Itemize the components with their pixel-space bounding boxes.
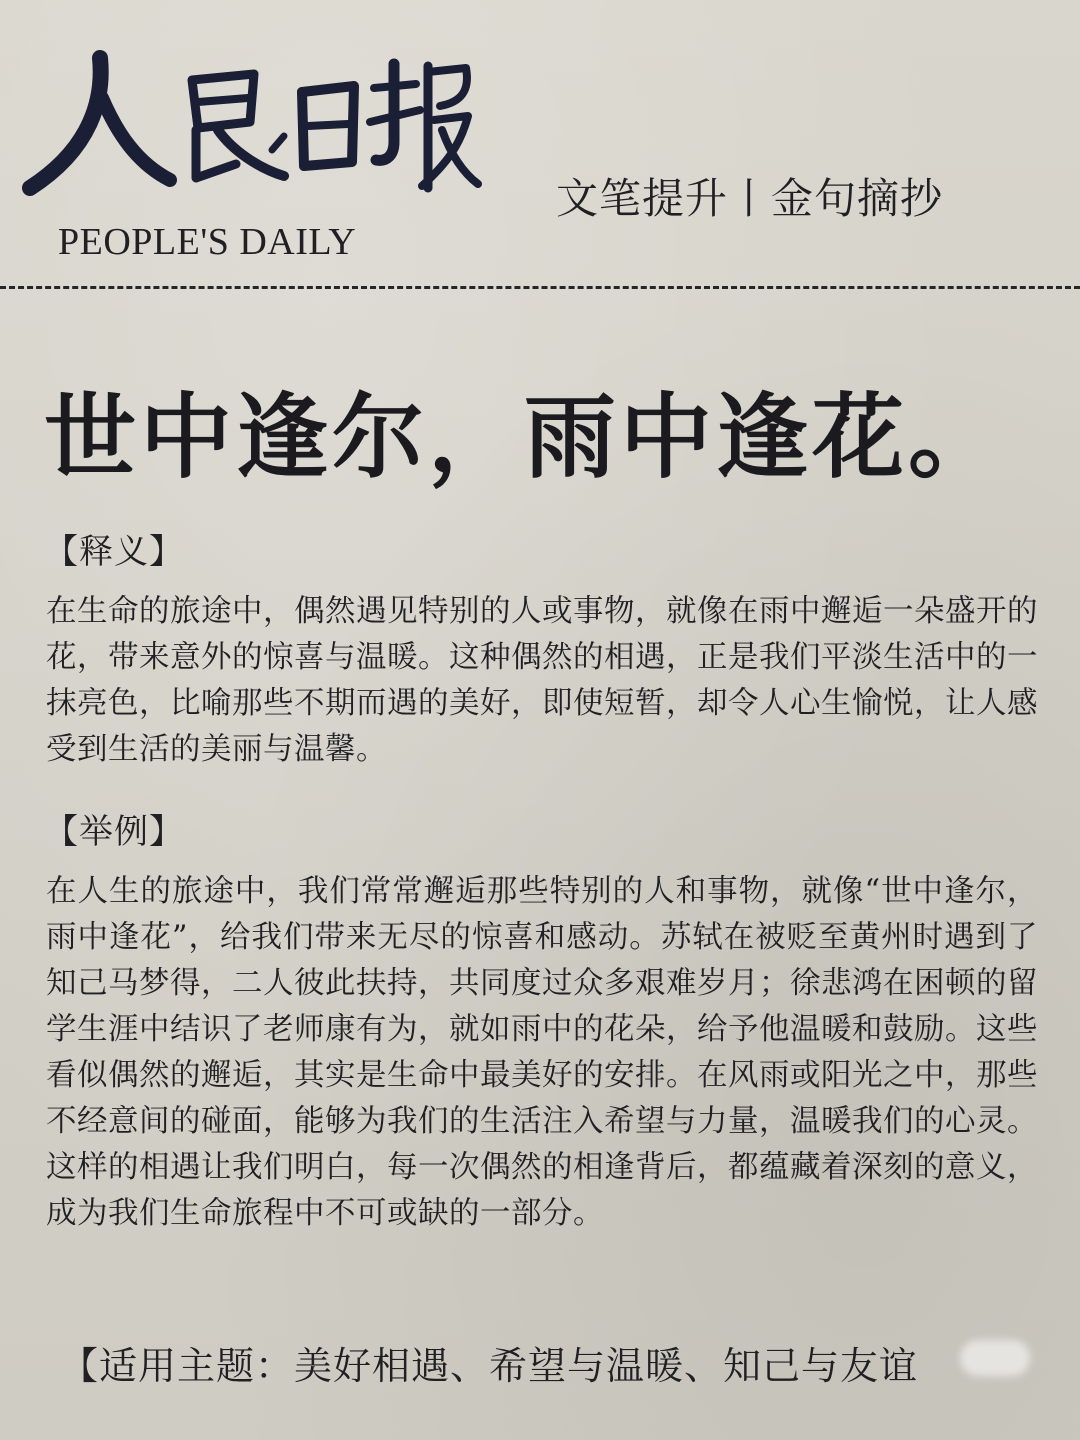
headline: 世中逢尔，雨中逢花。 [44,383,1005,491]
meaning-paragraph: 在生命的旅途中，偶然遇见特别的人或事物，就像在雨中邂逅一朵盛开的花，带来意外的惊喜与温暖。这种偶然的相遇，正是我们平淡生活中的一抹亮色，比喻那些不期而遇的美好，即使短暂，却令人心生愉悦，让人感受到生活的美丽与温馨。 [46,594,1038,767]
dashed-divider [0,286,1080,289]
peoples-daily-calligraphy-logo [22,38,482,198]
example-paragraph: 在人生的旅途中，我们常常邂逅那些特别的人和事物，就像“世中逢尔，雨中逢花”，给我们带来无尽的惊喜和感动。苏轼在被贬至黄州时遇到了知己马梦得，二人彼此扶持，共同度过众多艰难岁月；徐悲鸿在困顿的留学生涯中结识了老师康有为，就如雨中的花朵，给予他温暖和鼓励。这些看似偶然的邂逅，其实是生命中最美好的安排。在风雨或阳光之中，那些不经意间的碰面，能够为我们的生活注入希望与力量，温暖我们的心灵。这样的相遇让我们明白，每一次偶然的相逢背后，都蕴藏着深刻的意义，成为我们生命旅程中不可或缺的一部分。 [46,874,1038,1231]
masthead-logo [22,38,482,198]
watermark-blur [960,1340,1030,1376]
masthead-english-name: PEOPLE'S DAILY [58,221,357,263]
section-tag: 文笔提升丨金句摘抄 [556,174,944,223]
applicable-topics: 【适用主题：美好相遇、希望与温暖、知己与友谊 [60,1344,919,1388]
example-label: 【举例】 [44,812,184,852]
meaning-label: 【释义】 [44,532,184,572]
